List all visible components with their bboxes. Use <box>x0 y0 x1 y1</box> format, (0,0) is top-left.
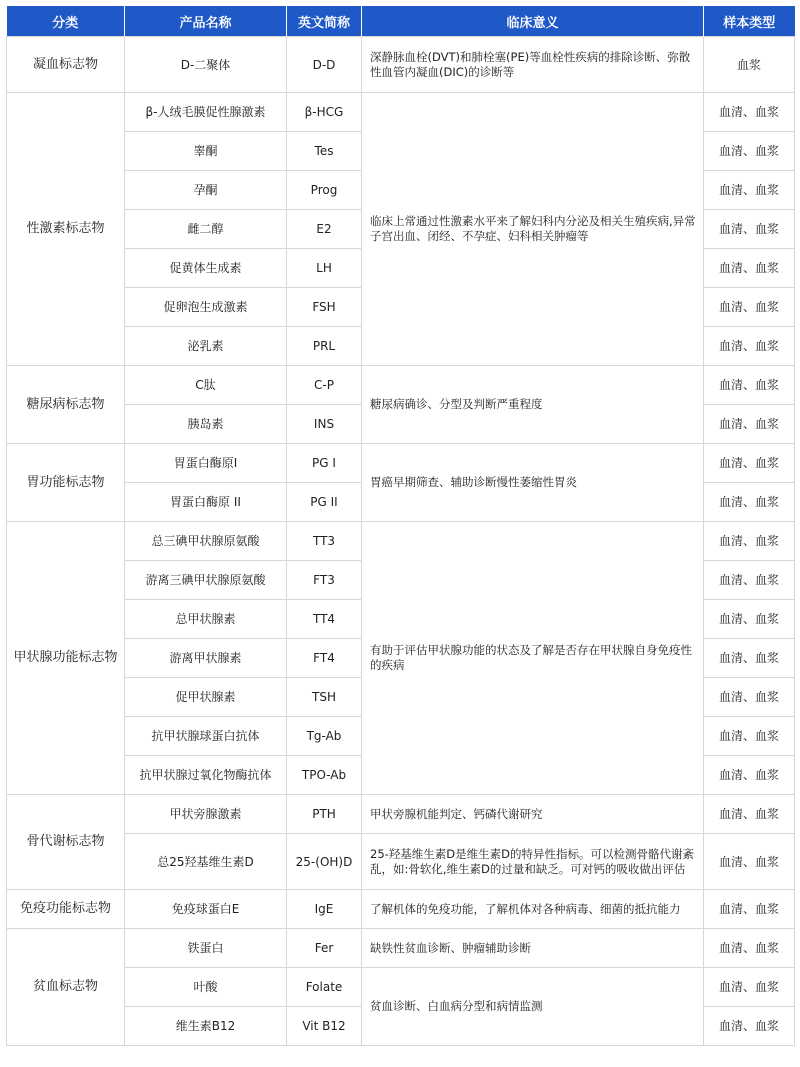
table-row <box>7 795 795 834</box>
table-row <box>7 929 795 968</box>
product-name-cell: 胃蛋白酶原I <box>125 444 287 483</box>
sample-type-cell: 血清、血浆 <box>704 288 795 327</box>
abbr-cell: 25-(OH)D <box>287 834 362 890</box>
table-row <box>7 444 795 483</box>
abbr-cell: TSH <box>287 678 362 717</box>
clinical-significance-cell: 了解机体的免疫功能，了解机体对各种病毒、细菌的抵抗能力 <box>362 890 704 929</box>
abbr-cell: TT4 <box>287 600 362 639</box>
abbr-cell: FT3 <box>287 561 362 600</box>
category-cell: 糖尿病标志物 <box>7 366 125 444</box>
clinical-significance-cell: 糖尿病确诊、分型及判断严重程度 <box>362 366 704 444</box>
product-name-cell: 维生素B12 <box>125 1007 287 1046</box>
sample-type-cell: 血清、血浆 <box>704 929 795 968</box>
sample-type-cell: 血清、血浆 <box>704 795 795 834</box>
abbr-cell: PTH <box>287 795 362 834</box>
product-name-cell: 总甲状腺素 <box>125 600 287 639</box>
table-row <box>7 834 795 890</box>
product-name-cell: C肽 <box>125 366 287 405</box>
abbr-cell: TPO-Ab <box>287 756 362 795</box>
abbr-cell: PG II <box>287 483 362 522</box>
header-sample-type: 样本类型 <box>704 6 795 37</box>
sample-type-cell: 血清、血浆 <box>704 210 795 249</box>
sample-type-cell: 血清、血浆 <box>704 678 795 717</box>
product-name-cell: 抗甲状腺球蛋白抗体 <box>125 717 287 756</box>
table-row <box>7 37 795 93</box>
product-name-cell: β-人绒毛膜促性腺激素 <box>125 93 287 132</box>
header-product-name: 产品名称 <box>125 6 287 37</box>
marker-table <box>6 6 795 1046</box>
sample-type-cell: 血清、血浆 <box>704 327 795 366</box>
table-row <box>7 968 795 1007</box>
category-cell: 骨代谢标志物 <box>7 795 125 890</box>
product-name-cell: 游离三碘甲状腺原氨酸 <box>125 561 287 600</box>
clinical-significance-cell: 贫血诊断、白血病分型和病情监测 <box>362 968 704 1046</box>
sample-type-cell: 血清、血浆 <box>704 756 795 795</box>
sample-type-cell: 血清、血浆 <box>704 561 795 600</box>
clinical-significance-cell: 25-羟基维生素D是维生素D的特异性指标。可以检测骨骼代谢紊乱，如:骨软化,维生素D的过量和缺乏。可对钙的吸收做出评估 <box>362 834 704 890</box>
abbr-cell: Folate <box>287 968 362 1007</box>
abbr-cell: INS <box>287 405 362 444</box>
product-name-cell: 胃蛋白酶原 II <box>125 483 287 522</box>
product-name-cell: 泌乳素 <box>125 327 287 366</box>
abbr-cell: Tg-Ab <box>287 717 362 756</box>
product-name-cell: 雌二醇 <box>125 210 287 249</box>
table-row <box>7 522 795 561</box>
sample-type-cell: 血清、血浆 <box>704 639 795 678</box>
clinical-significance-cell: 临床上常通过性激素水平来了解妇科内分泌及相关生殖疾病,异常子宫出血、闭经、不孕症、妇科相关肿瘤等 <box>362 93 704 366</box>
header-english-abbr: 英文简称 <box>287 6 362 37</box>
product-name-cell: 胰岛素 <box>125 405 287 444</box>
product-name-cell: 铁蛋白 <box>125 929 287 968</box>
abbr-cell: FSH <box>287 288 362 327</box>
abbr-cell: FT4 <box>287 639 362 678</box>
sample-type-cell: 血清、血浆 <box>704 405 795 444</box>
product-name-cell: 促黄体生成素 <box>125 249 287 288</box>
table-row <box>7 890 795 929</box>
product-name-cell: 抗甲状腺过氧化物酶抗体 <box>125 756 287 795</box>
product-name-cell: 叶酸 <box>125 968 287 1007</box>
abbr-cell: D-D <box>287 37 362 93</box>
category-cell: 贫血标志物 <box>7 929 125 1046</box>
sample-type-cell: 血清、血浆 <box>704 717 795 756</box>
category-cell: 甲状腺功能标志物 <box>7 522 125 795</box>
product-name-cell: 孕酮 <box>125 171 287 210</box>
abbr-cell: E2 <box>287 210 362 249</box>
sample-type-cell: 血清、血浆 <box>704 968 795 1007</box>
table-row <box>7 93 795 132</box>
sample-type-cell: 血清、血浆 <box>704 600 795 639</box>
sample-type-cell: 血浆 <box>704 37 795 93</box>
clinical-significance-cell: 胃癌早期筛查、辅助诊断慢性萎缩性胃炎 <box>362 444 704 522</box>
clinical-significance-cell: 有助于评估甲状腺功能的状态及了解是否存在甲状腺自身免疫性的疾病 <box>362 522 704 795</box>
header-category: 分类 <box>7 6 125 37</box>
product-name-cell: 甲状旁腺激素 <box>125 795 287 834</box>
abbr-cell: Vit B12 <box>287 1007 362 1046</box>
sample-type-cell: 血清、血浆 <box>704 132 795 171</box>
sample-type-cell: 血清、血浆 <box>704 93 795 132</box>
table-header-row <box>7 6 795 37</box>
sample-type-cell: 血清、血浆 <box>704 834 795 890</box>
category-cell: 性激素标志物 <box>7 93 125 366</box>
sample-type-cell: 血清、血浆 <box>704 444 795 483</box>
sample-type-cell: 血清、血浆 <box>704 366 795 405</box>
abbr-cell: TT3 <box>287 522 362 561</box>
product-name-cell: 睾酮 <box>125 132 287 171</box>
sample-type-cell: 血清、血浆 <box>704 249 795 288</box>
clinical-significance-cell: 缺铁性贫血诊断、肿瘤辅助诊断 <box>362 929 704 968</box>
table-row <box>7 366 795 405</box>
sample-type-cell: 血清、血浆 <box>704 171 795 210</box>
sample-type-cell: 血清、血浆 <box>704 522 795 561</box>
abbr-cell: Tes <box>287 132 362 171</box>
abbr-cell: Fer <box>287 929 362 968</box>
abbr-cell: PG I <box>287 444 362 483</box>
abbr-cell: PRL <box>287 327 362 366</box>
clinical-significance-cell: 甲状旁腺机能判定、钙磷代谢研究 <box>362 795 704 834</box>
sample-type-cell: 血清、血浆 <box>704 483 795 522</box>
product-name-cell: D-二聚体 <box>125 37 287 93</box>
product-name-cell: 免疫球蛋白E <box>125 890 287 929</box>
abbr-cell: IgE <box>287 890 362 929</box>
abbr-cell: β-HCG <box>287 93 362 132</box>
category-cell: 免疫功能标志物 <box>7 890 125 929</box>
product-name-cell: 总三碘甲状腺原氨酸 <box>125 522 287 561</box>
abbr-cell: Prog <box>287 171 362 210</box>
sample-type-cell: 血清、血浆 <box>704 890 795 929</box>
clinical-significance-cell: 深静脉血栓(DVT)和肺栓塞(PE)等血栓性疾病的排除诊断、弥散性血管内凝血(DIC)的诊断等 <box>362 37 704 93</box>
category-cell: 凝血标志物 <box>7 37 125 93</box>
abbr-cell: LH <box>287 249 362 288</box>
category-cell: 胃功能标志物 <box>7 444 125 522</box>
header-clinical-significance: 临床意义 <box>362 6 704 37</box>
marker-table-container <box>6 6 794 1046</box>
sample-type-cell: 血清、血浆 <box>704 1007 795 1046</box>
product-name-cell: 总25羟基维生素D <box>125 834 287 890</box>
abbr-cell: C-P <box>287 366 362 405</box>
product-name-cell: 促卵泡生成激素 <box>125 288 287 327</box>
product-name-cell: 促甲状腺素 <box>125 678 287 717</box>
product-name-cell: 游离甲状腺素 <box>125 639 287 678</box>
